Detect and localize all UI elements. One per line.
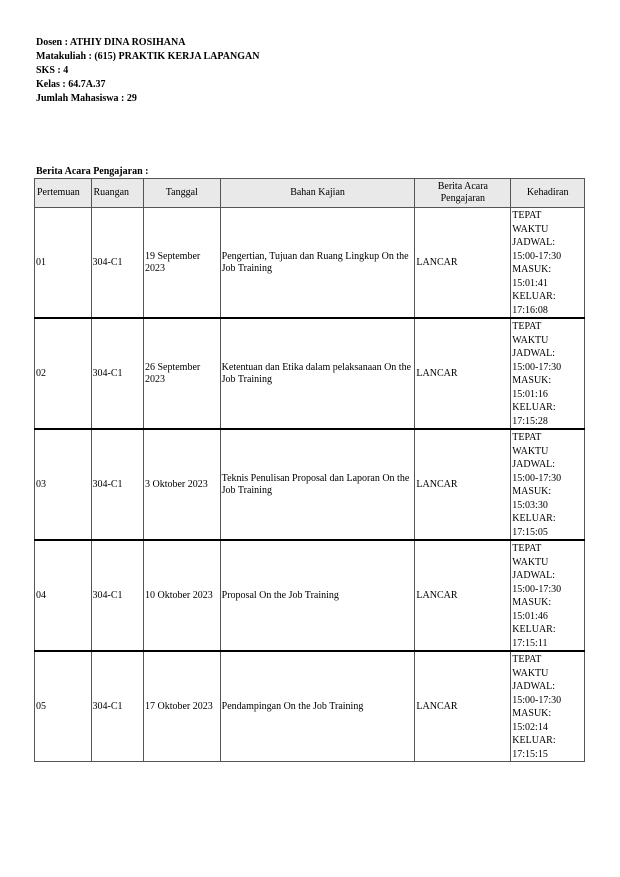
cell-tanggal: 10 Oktober 2023 xyxy=(143,540,220,651)
column-header-tanggal: Tanggal xyxy=(143,179,220,208)
kehadiran-line: WAKTU xyxy=(512,445,549,457)
kehadiran-line: MASUK: xyxy=(512,375,552,386)
cell-pertemuan: 04 xyxy=(35,540,92,651)
cell-ruangan: 304-C1 xyxy=(91,318,143,429)
column-header-bahan-kajian: Bahan Kajian xyxy=(220,179,415,208)
column-header-pertemuan: Pertemuan xyxy=(35,179,92,208)
cell-ruangan: 304-C1 xyxy=(91,429,143,540)
sks-line: SKS : 4 xyxy=(36,65,69,76)
cell-kehadiran xyxy=(511,318,585,429)
kehadiran-line: JADWAL: xyxy=(512,237,556,248)
kehadiran-line: TEPAT xyxy=(512,543,542,554)
kehadiran-line: JADWAL: xyxy=(512,459,556,470)
cell-berita-acara: LANCAR xyxy=(415,318,511,429)
kehadiran-line: 15:00-17:30 xyxy=(512,583,562,595)
cell-bahan-kajian: Pendampingan On the Job Training xyxy=(220,651,415,762)
kehadiran-line: KELUAR: xyxy=(512,735,556,746)
kehadiran-line: 15:03:30 xyxy=(512,499,548,511)
kehadiran-line: TEPAT xyxy=(512,654,542,665)
jumlah-mahasiswa-line: Jumlah Mahasiswa : 29 xyxy=(36,93,137,104)
kehadiran-line: KELUAR: xyxy=(512,513,556,524)
kehadiran-line: KELUAR: xyxy=(512,402,556,413)
column-header-berita-acara: Berita Acara Pengajaran xyxy=(415,179,511,208)
kehadiran-line: WAKTU xyxy=(512,223,549,235)
cell-bahan-kajian: Proposal On the Job Training xyxy=(220,540,415,651)
cell-pertemuan: 05 xyxy=(35,651,92,762)
cell-ruangan: 304-C1 xyxy=(91,540,143,651)
cell-tanggal: 19 September 2023 xyxy=(143,208,220,319)
cell-bahan-kajian: Teknis Penulisan Proposal dan Laporan On the Job Training xyxy=(220,429,415,540)
kehadiran-line: 17:15:05 xyxy=(512,526,548,538)
cell-kehadiran xyxy=(511,651,585,762)
kehadiran-line: 15:00-17:30 xyxy=(512,250,562,262)
kehadiran-line: 15:01:16 xyxy=(512,388,548,400)
kehadiran-line: 17:15:28 xyxy=(512,415,548,427)
cell-tanggal: 3 Oktober 2023 xyxy=(143,429,220,540)
kehadiran-line: 15:00-17:30 xyxy=(512,694,562,706)
cell-berita-acara: LANCAR xyxy=(415,429,511,540)
cell-berita-acara: LANCAR xyxy=(415,208,511,319)
section-title: Berita Acara Pengajaran : xyxy=(36,166,149,177)
kehadiran-line: JADWAL: xyxy=(512,348,556,359)
kehadiran-line: JADWAL: xyxy=(512,570,556,581)
cell-kehadiran xyxy=(511,540,585,651)
table-row xyxy=(35,429,585,540)
matakuliah-line: Matakuliah : (615) PRAKTIK KERJA LAPANGAN xyxy=(36,51,260,62)
kehadiran-line: 15:00-17:30 xyxy=(512,361,562,373)
kehadiran-line: 17:16:08 xyxy=(512,304,548,316)
course-header xyxy=(36,36,259,106)
table-row xyxy=(35,540,585,651)
table-row xyxy=(35,208,585,319)
column-header-kehadiran: Kehadiran xyxy=(511,179,585,208)
kehadiran-line: TEPAT xyxy=(512,210,542,221)
column-header-ruangan: Ruangan xyxy=(91,179,143,208)
cell-berita-acara: LANCAR xyxy=(415,651,511,762)
table-row xyxy=(35,318,585,429)
kehadiran-line: MASUK: xyxy=(512,486,552,497)
cell-kehadiran xyxy=(511,429,585,540)
kehadiran-line: MASUK: xyxy=(512,264,552,275)
cell-tanggal: 17 Oktober 2023 xyxy=(143,651,220,762)
cell-bahan-kajian: Ketentuan dan Etika dalam pelaksanaan On the Job Training xyxy=(220,318,415,429)
berita-acara-table xyxy=(34,178,585,762)
kehadiran-line: WAKTU xyxy=(512,556,549,568)
cell-bahan-kajian: Pengertian, Tujuan dan Ruang Lingkup On the Job Training xyxy=(220,208,415,319)
cell-pertemuan: 03 xyxy=(35,429,92,540)
cell-ruangan: 304-C1 xyxy=(91,208,143,319)
dosen-line: Dosen : ATHIY DINA ROSIHANA xyxy=(36,37,186,48)
cell-pertemuan: 02 xyxy=(35,318,92,429)
kehadiran-line: 17:15:11 xyxy=(512,637,548,649)
cell-ruangan: 304-C1 xyxy=(91,651,143,762)
kehadiran-line: 15:01:41 xyxy=(512,277,548,289)
kehadiran-line: 15:00-17:30 xyxy=(512,472,562,484)
table-header-row xyxy=(35,179,585,208)
kehadiran-line: JADWAL: xyxy=(512,681,556,692)
kehadiran-line: MASUK: xyxy=(512,708,552,719)
kehadiran-line: WAKTU xyxy=(512,667,549,679)
table-row xyxy=(35,651,585,762)
kehadiran-line: 15:01:46 xyxy=(512,610,548,622)
cell-tanggal: 26 September 2023 xyxy=(143,318,220,429)
cell-pertemuan: 01 xyxy=(35,208,92,319)
cell-berita-acara: LANCAR xyxy=(415,540,511,651)
kehadiran-line: KELUAR: xyxy=(512,291,556,302)
kehadiran-line: TEPAT xyxy=(512,321,542,332)
kehadiran-line: TEPAT xyxy=(512,432,542,443)
kehadiran-line: MASUK: xyxy=(512,597,552,608)
kehadiran-line: KELUAR: xyxy=(512,624,556,635)
kehadiran-line: 17:15:15 xyxy=(512,748,548,760)
kehadiran-line: 15:02:14 xyxy=(512,721,548,733)
cell-kehadiran xyxy=(511,208,585,319)
kehadiran-line: WAKTU xyxy=(512,334,549,346)
kelas-line: Kelas : 64.7A.37 xyxy=(36,79,106,90)
